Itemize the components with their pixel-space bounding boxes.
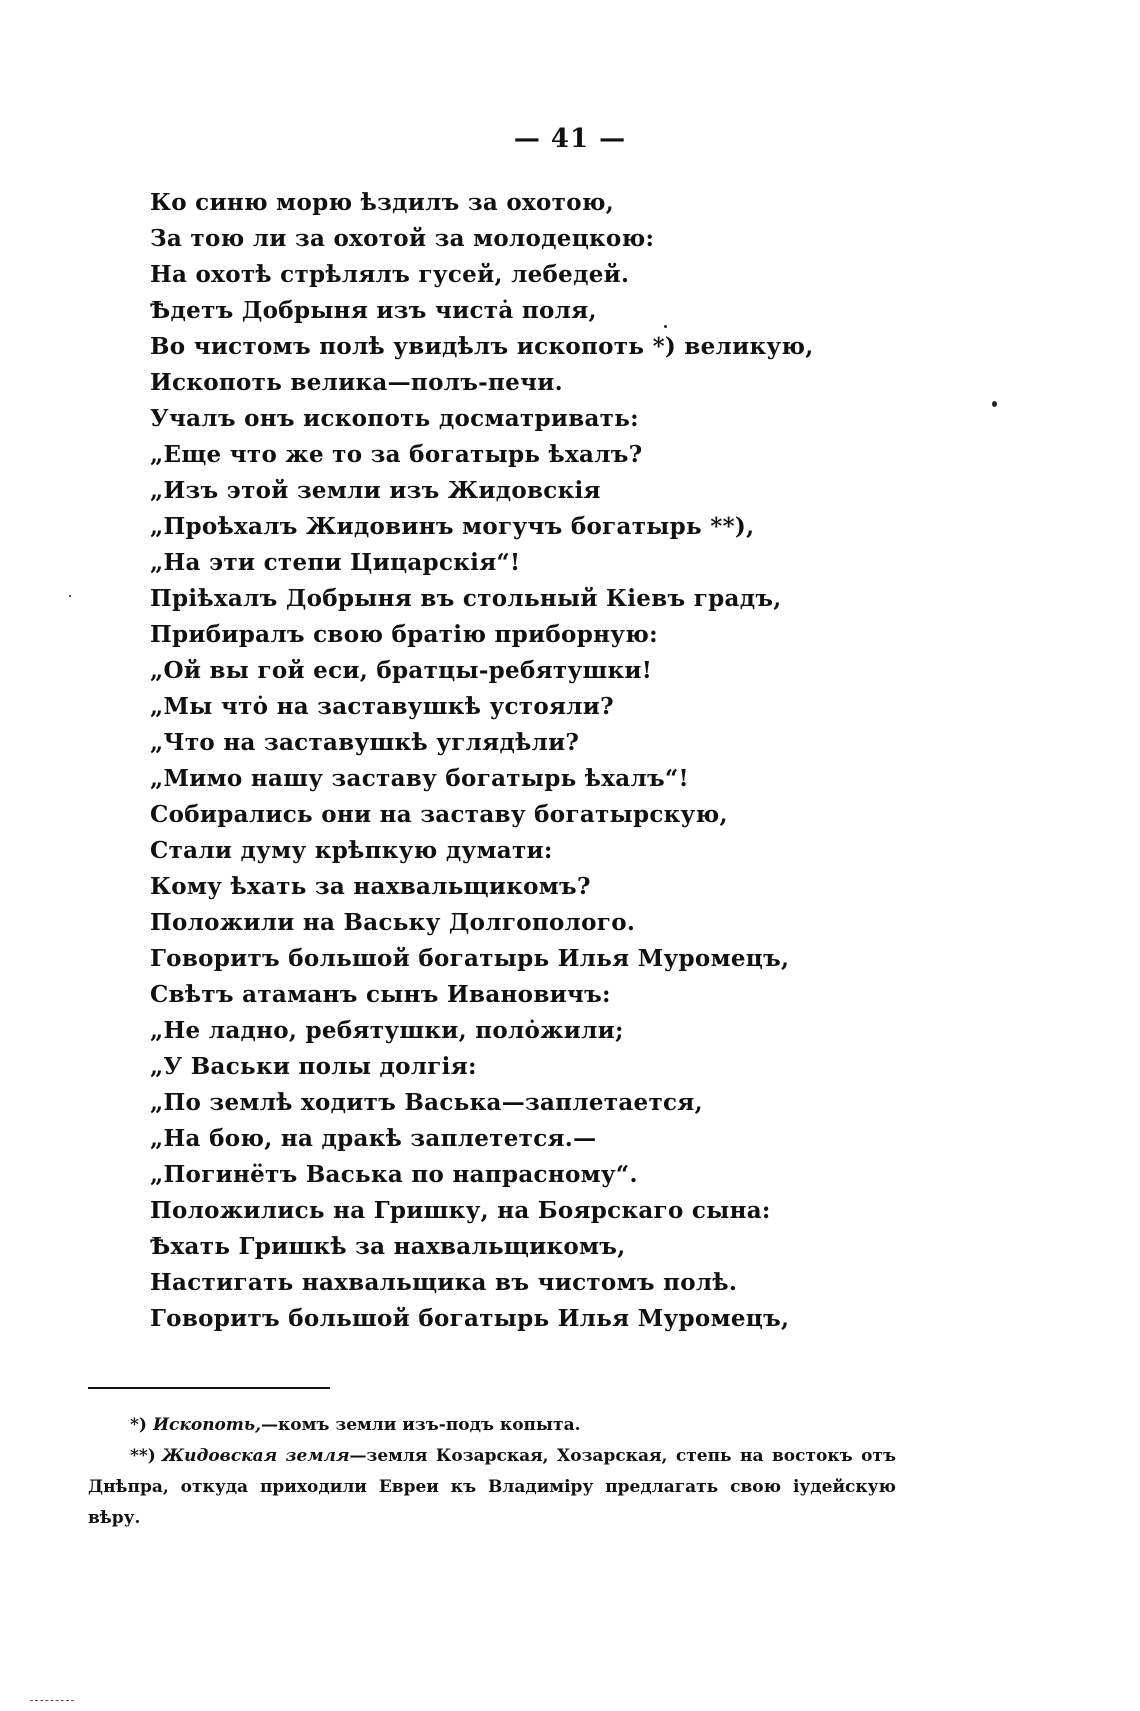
verse-line: „На эти степи Цицарскія“! [150,549,521,576]
verse-line: „Мимо нашу заставу богатырь ѣхалъ“! [150,765,689,792]
footnote-mark: *) [130,1415,147,1435]
verse-line: „Мы чтȯ на заставушкѣ устояли? [150,693,614,720]
verse-line: Говоритъ большой богатырь Илья Муромецъ, [150,1305,790,1332]
footnote-text: —земля Козарская, Хозарская, степь на востокъ отъ Днѣпра, откуда приходили Евреи къ Владиміру предлагать свою іудейскую вѣру. [88,1446,897,1528]
verse-text [150,185,1030,1337]
verse-line: Положили на Ваську Долгополого. [150,909,636,936]
footnotes [88,1410,896,1534]
verse-line: Ѣдетъ Добрыня изъ чистȧ поля, [150,297,597,324]
page-number: — 41 — [513,124,627,154]
verse-line: Настигать нахвальщика въ чистомъ полѣ. [150,1269,738,1296]
footnote-2 [88,1441,896,1534]
verse-line: „На бою, на дракѣ заплетется.— [150,1125,597,1152]
print-speck [69,595,71,597]
verse-line: „Ой вы гой еси, братцы-ребятушки! [150,657,653,684]
verse-line: Говоритъ большой богатырь Илья Муромецъ, [150,945,790,972]
verse-line: За тою ли за охотой за молодецкою: [150,225,655,252]
scan-edge-mark [30,1700,74,1701]
verse-line: Во чистомъ полѣ увидѣлъ ископоть *) великую, [150,333,814,360]
verse-line: Ѣхать Гришкѣ за нахвальщикомъ, [150,1233,626,1260]
verse-line: Прибиралъ свою братію приборную: [150,621,658,648]
verse-line: Положились на Гришку, на Боярскаго сына: [150,1197,771,1224]
verse-line: „Еще что же то за богатырь ѣхалъ? [150,441,643,468]
verse-line: „По землѣ ходитъ Васька—заплетается, [150,1089,703,1116]
verse-line: „У Васьки полы долгія: [150,1053,477,1080]
footnote-term: Ископоть, [152,1415,262,1435]
footnote-divider [88,1387,330,1389]
verse-line: Ископоть велика—полъ-печи. [150,369,563,396]
footnote-term: Жидовская земля [161,1446,350,1466]
verse-line: Пріѣхалъ Добрыня въ стольный Кіевъ градъ, [150,585,782,612]
print-speck [992,401,997,407]
verse-line: Собирались они на заставу богатырскую, [150,801,728,828]
verse-line: „Изъ этой земли изъ Жидовскія [150,477,601,504]
verse-line: „Что на заставушкѣ углядѣли? [150,729,580,756]
footnote-text: —комъ земли изъ-подъ копыта. [261,1415,581,1435]
verse-line: Ко синю морю ѣздилъ за охотою, [150,189,615,216]
verse-line: Свѣтъ атаманъ сынъ Ивановичъ: [150,981,611,1008]
verse-line: Стали думу крѣпкую думати: [150,837,553,864]
verse-line: На охотѣ стрѣлялъ гусей, лебедей. [150,261,630,288]
verse-line: „Проѣхалъ Жидовинъ могучъ богатырь **), [150,513,755,540]
verse-line: Кому ѣхать за нахвальщикомъ? [150,873,591,900]
verse-line: „Погинётъ Васька по напрасному“. [150,1161,638,1188]
footnote-1 [88,1410,896,1441]
print-speck [664,325,667,328]
verse-line: „Не ладно, ребятушки, полȯжили; [150,1017,624,1044]
verse-line: Учалъ онъ ископоть досматривать: [150,405,639,432]
footnote-mark: **) [130,1446,156,1466]
